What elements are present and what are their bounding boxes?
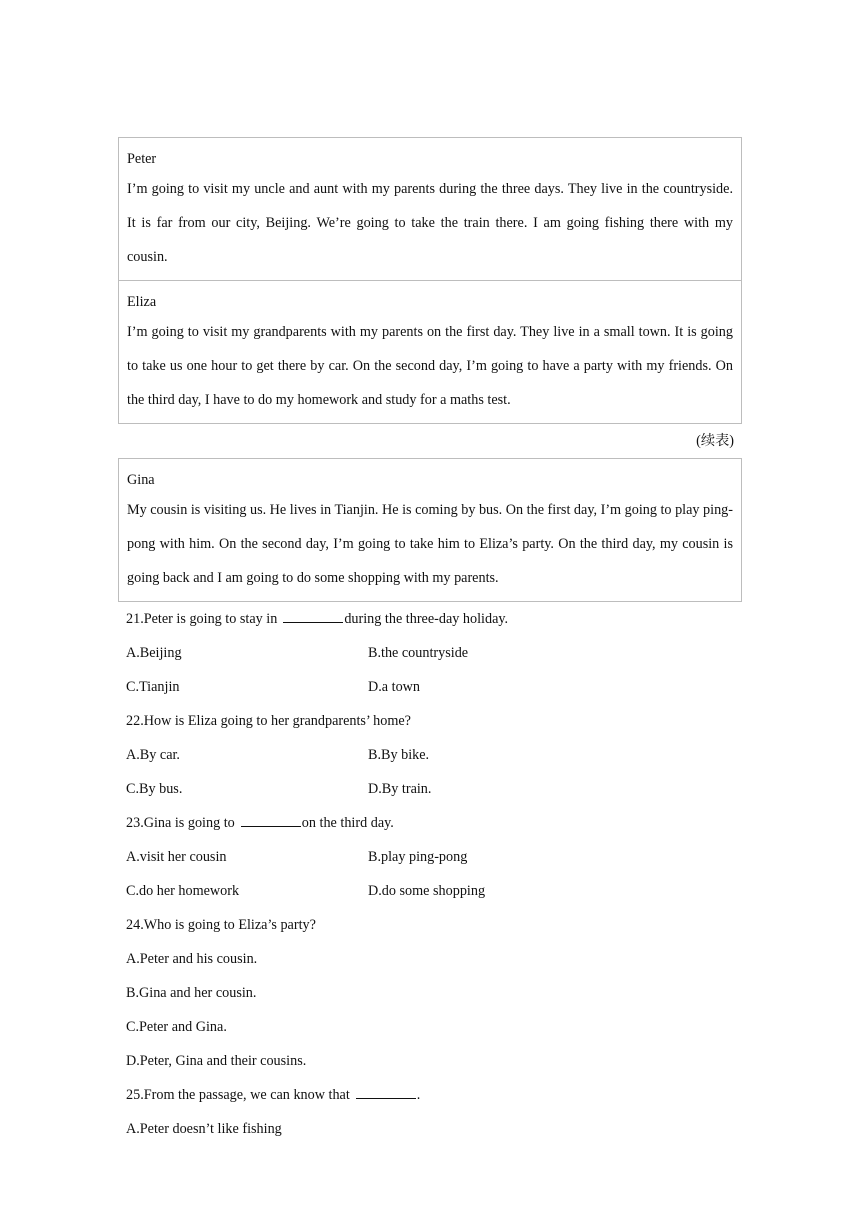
passage-name: Eliza [127, 294, 157, 310]
passage-name: Peter [127, 151, 157, 167]
answer-blank [356, 1086, 416, 1099]
question-text: 23.Gina is going to [126, 815, 235, 831]
question-22: 22.How is Eliza going to her grandparents’ home? [126, 713, 411, 729]
option-c: C.Peter and Gina. [126, 1019, 227, 1035]
options-row [126, 840, 742, 874]
option-c: C.do her homework [126, 883, 240, 899]
option-a: A.Peter and his cousin. [126, 951, 258, 967]
option-d: D.Peter, Gina and their cousins. [126, 1053, 307, 1069]
question-21 [126, 602, 742, 636]
option-d: D.do some shopping [368, 883, 486, 899]
worksheet-page [118, 137, 742, 1146]
options-row [126, 670, 742, 704]
option-a: A.Peter doesn’t like fishing [126, 1121, 282, 1137]
question-text-end: . [416, 1087, 421, 1103]
options-row [126, 772, 742, 806]
option-b: B.By bike. [368, 747, 430, 763]
options-row [126, 636, 742, 670]
passage-text: My cousin is visiting us. He lives in Tianjin. He is coming by bus. On the first day, I’m going to play ping-pong with him. On the second day, I’m going to take him to Eliza’s party. On the third day, my cousin is going back and I am going to do some shopping with my parents. [127, 502, 733, 586]
passage-text: I’m going to visit my uncle and aunt with my parents during the three days. They live in the countryside. It is far from our city, Beijing. We’re going to take the train there. I am going fishing there with my cousin. [127, 181, 733, 265]
option-b: B.Gina and her cousin. [126, 985, 257, 1001]
option-c: C.Tianjin [126, 679, 180, 695]
answer-blank [283, 610, 343, 623]
options-row [126, 738, 742, 772]
question-text-end: during the three-day holiday. [344, 611, 509, 627]
option-a: A.By car. [126, 747, 180, 763]
questions-section [118, 602, 742, 1146]
passage-name: Gina [127, 472, 155, 488]
question-25 [126, 1078, 742, 1112]
option-c: C.By bus. [126, 781, 183, 797]
question-23 [126, 806, 742, 840]
answer-blank [241, 814, 301, 827]
question-text: 21.Peter is going to stay in [126, 611, 278, 627]
option-d: D.By train. [368, 781, 432, 797]
option-d: D.a town [368, 679, 421, 695]
option-b: B.play ping-pong [368, 849, 468, 865]
option-a: A.visit her cousin [126, 849, 227, 865]
question-text: 25.From the passage, we can know that [126, 1087, 350, 1103]
question-text-end: on the third day. [301, 815, 394, 831]
passage-eliza [118, 281, 742, 424]
passage-text: I’m going to visit my grandparents with my parents on the first day. They live in a small town. It is going to take us one hour to get there by car. On the second day, I’m going to have a party with my friends. On the third day, I have to do my homework and study for a maths test. [127, 324, 733, 408]
question-24: 24.Who is going to Eliza’s party? [126, 917, 316, 933]
option-b: B.the countryside [368, 645, 469, 661]
continued-note: (续表) [696, 433, 734, 449]
passage-gina [118, 458, 742, 602]
option-a: A.Beijing [126, 645, 182, 661]
passage-peter [118, 137, 742, 281]
options-row [126, 874, 742, 908]
